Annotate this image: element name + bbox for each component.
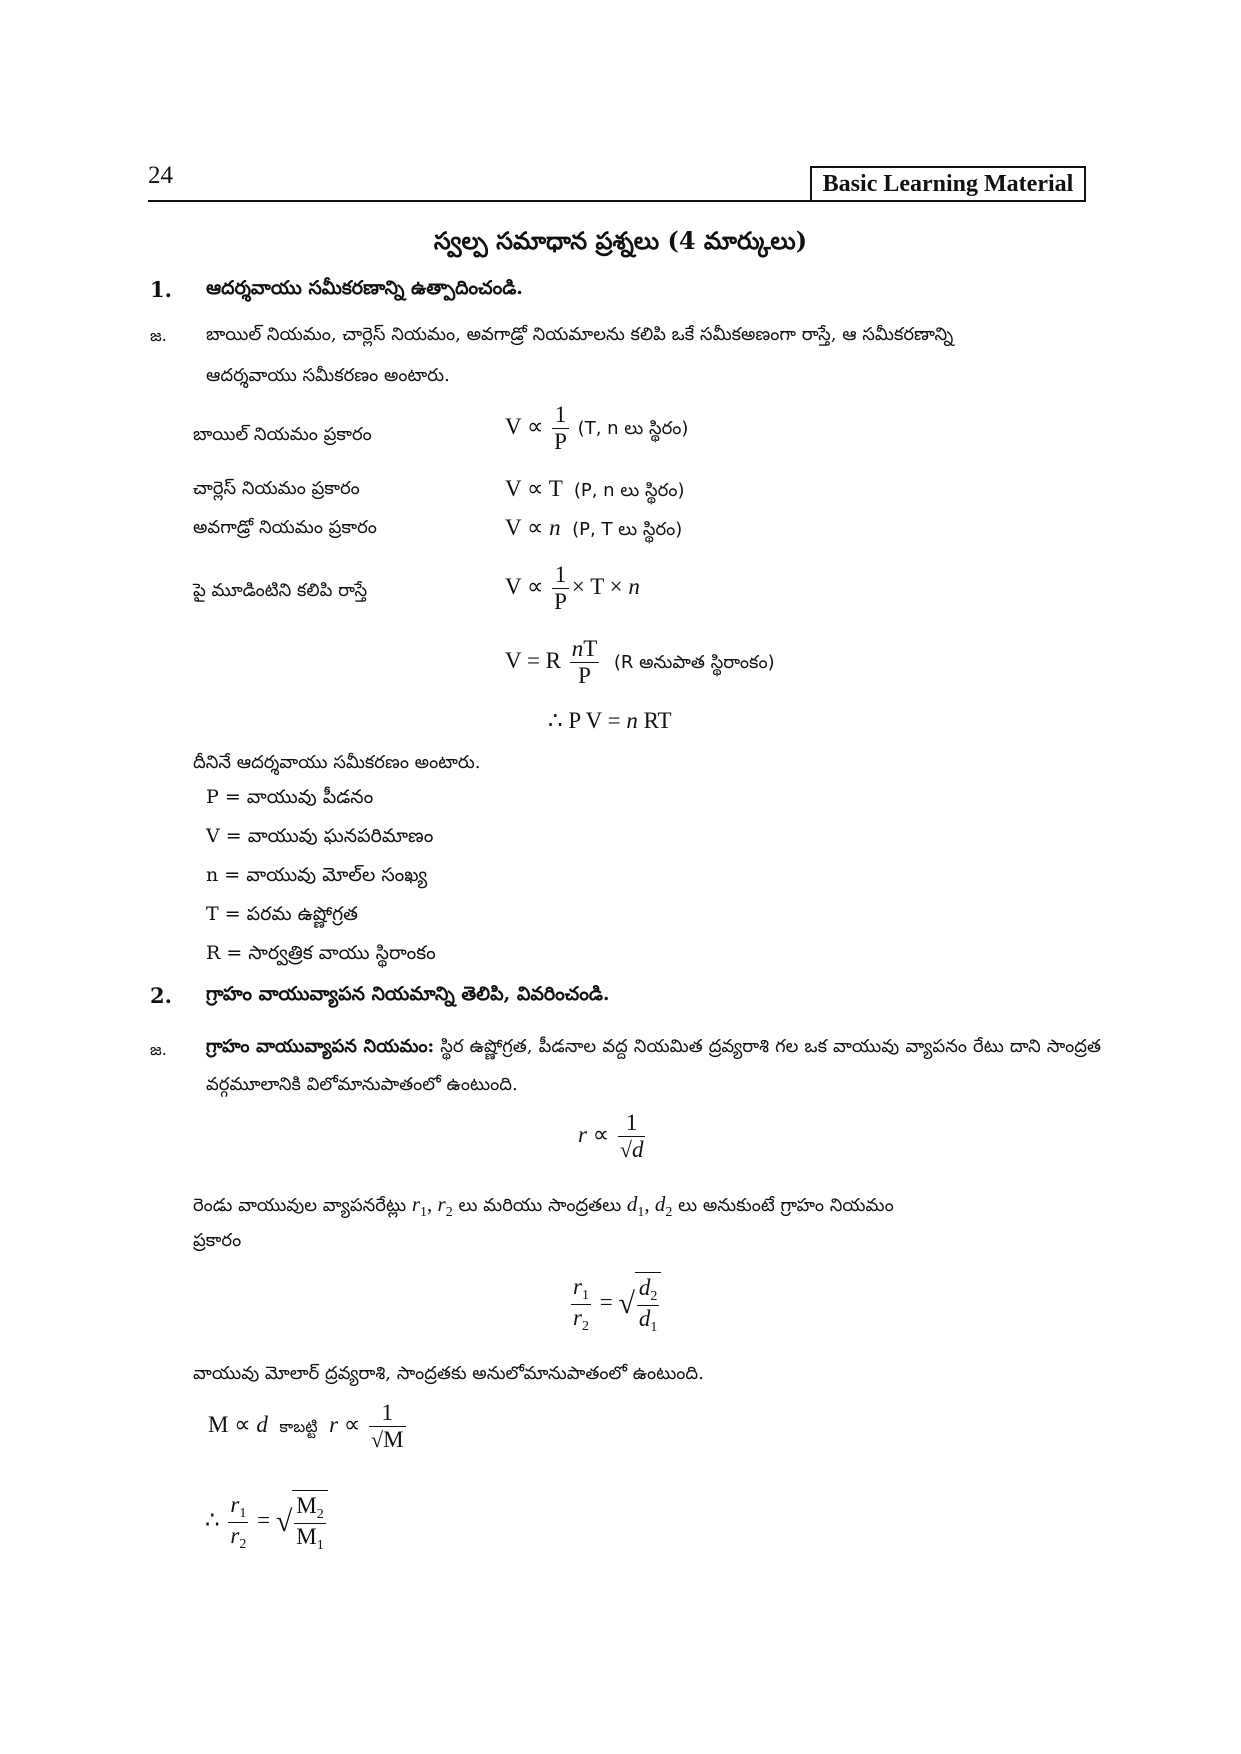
graham-law-text: స్థిర ఉష్ణోగ్రత, పీడనాల వద్ద నియమిత ద్రవ్యరాశి గల ఒక వాయువు వ్యాపనం రేటు దాని సాంద్రత వర్గమూలానికి విలోమానుపాతంలో ఉంటుంది. bbox=[206, 1036, 1101, 1095]
molar-mass-proportion: M ∝ d కాబట్టి r ∝ $\frac{1}{√M}$ bbox=[208, 1400, 404, 1452]
avogadro-label: అవగాడ్రో నియమం ప్రకారం bbox=[193, 517, 377, 538]
book-title: Basic Learning Material bbox=[810, 166, 1086, 202]
graham-proportion: r ∝ $\frac{1}{√d}$ bbox=[578, 1110, 644, 1162]
two-gases-line2: ప్రకారం bbox=[193, 1230, 242, 1251]
definition-item: V = వాయువు ఘనపరిమాణం bbox=[206, 825, 434, 847]
avogadro-equation: V ∝ n (P, T లు స్థిరం) bbox=[505, 515, 683, 540]
definition-item: T = పరమ ఉష్ణోగ్రత bbox=[206, 903, 358, 925]
charles-condition: (P, n లు స్థిరం) bbox=[573, 480, 685, 501]
graham-law-heading: గ్రాహం వాయువ్యాపన నియమం: bbox=[206, 1036, 435, 1057]
q2-number: 2. bbox=[150, 983, 172, 1008]
q1-conclusion: దీనినే ఆదర్శవాయు సమీకరణం అంటారు. bbox=[193, 752, 481, 773]
boyle-label: బాయిల్ నియమం ప్రకారం bbox=[193, 424, 372, 445]
charles-label: చార్లెస్ నియమం ప్రకారం bbox=[193, 478, 360, 499]
graham-molar-ratio: ∴ $\frac{r_1}{r_2}$ = √ $\frac{M_2}{M_1}$ bbox=[205, 1490, 328, 1554]
boyle-condition: (T, n లు స్థిరం) bbox=[577, 417, 689, 439]
molar-mass-statement: వాయువు మోలార్ ద్రవ్యరాశి, సాంద్రతకు అనులోమానుపాతంలో ఉంటుంది. bbox=[193, 1363, 704, 1384]
section-title: స్వల్ప సమాధాన ప్రశ్నలు (4 మార్కులు) bbox=[433, 226, 808, 255]
r-constant-note: (R అనుపాత స్థిరాంకం) bbox=[613, 651, 775, 673]
combined-equation: V ∝ $\frac{1}{P}$ × T × n bbox=[505, 562, 640, 614]
boyle-equation: V ∝ $\frac{1}{P}$ (T, n లు స్థిరం) bbox=[505, 402, 689, 454]
charles-equation: V ∝ T (P, n లు స్థిరం) bbox=[505, 476, 685, 501]
header-rule bbox=[148, 200, 1086, 202]
page-number: 24 bbox=[148, 162, 173, 189]
graham-law-statement bbox=[206, 1028, 1101, 1104]
q2-question: గ్రాహం వాయువ్యాపన నియమాన్ని తెలిపి, వివరించండి. bbox=[206, 983, 610, 1005]
ideal-gas-equation: ∴ P V = n RT bbox=[548, 708, 672, 733]
graham-density-ratio: $\frac{r_1}{r_2}$ = √ $\frac{d_2}{d_1}$ bbox=[568, 1272, 661, 1336]
two-gases-part-c: లు అనుకుంటే గ్రాహం నియమం bbox=[678, 1195, 894, 1216]
q1-intro-line1: బాయిల్ నియమం, చార్లెస్ నియమం, అవగాడ్రో నియమాలను కలిపి ఒకే సమీకఅణంగా రాస్తే, ఆ సమీకరణాన్ని bbox=[206, 324, 954, 345]
two-gases-part-a: రెండు వాయువుల వ్యాపనరేట్లు bbox=[193, 1195, 407, 1216]
avogadro-condition: (P, T లు స్థిరం) bbox=[572, 519, 683, 540]
q1-intro-line2: ఆదర్శవాయు సమీకరణం అంటారు. bbox=[206, 365, 450, 386]
q1-answer-mark: జ. bbox=[150, 326, 167, 345]
q1-number: 1. bbox=[150, 277, 172, 302]
therefore-word: కాబట్టి bbox=[279, 1416, 318, 1436]
definition-item: P = వాయువు పీడనం bbox=[206, 786, 374, 808]
q2-answer-mark: జ. bbox=[150, 1040, 167, 1059]
two-gases-part-b: లు మరియు సాంద్రతలు bbox=[458, 1195, 622, 1216]
q1-question: ఆదర్శవాయు సమీకరణాన్ని ఉత్పాదించండి. bbox=[206, 277, 523, 299]
definition-item: n = వాయువు మోల్‌ల సంఖ్య bbox=[206, 864, 428, 886]
two-gases-line1: రెండు వాయువుల వ్యాపనరేట్లు $r_1$, $r_2$ లు మరియు సాంద్రతలు $d_1$, $d_2$ లు అనుకుంటే గ్రాహం నియమం bbox=[193, 1192, 894, 1220]
definition-item: R = సార్వత్రిక వాయు స్థిరాంకం bbox=[206, 942, 436, 964]
ideal-gas-r-equation: V = R $\frac{nT}{P}$ (R అనుపాత స్థిరాంకం) bbox=[505, 636, 775, 688]
combine-label: పై మూడింటిని కలిపి రాస్తే bbox=[193, 580, 368, 601]
